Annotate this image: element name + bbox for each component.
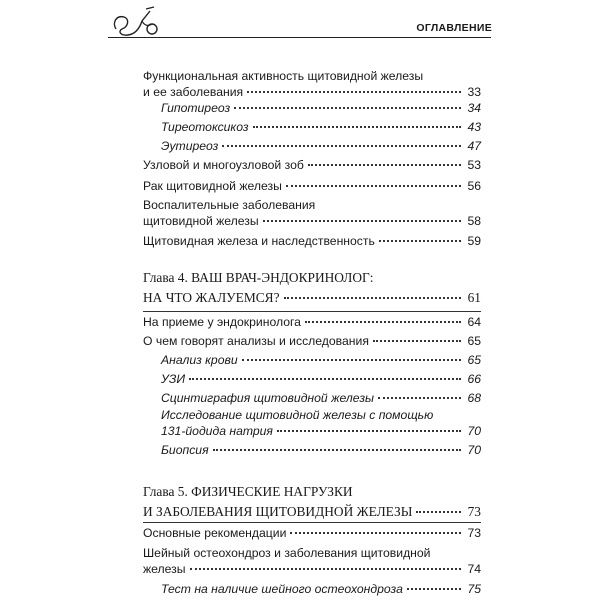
leader-dots <box>190 568 462 570</box>
toc-page-number: 66 <box>467 372 481 386</box>
toc-entry[interactable] <box>161 119 481 135</box>
leader-dots <box>263 220 461 222</box>
toc-entry[interactable] <box>161 390 481 406</box>
toc-entry-label: Основные рекомендации <box>143 526 287 540</box>
leader-dots <box>222 145 461 147</box>
leader-dots <box>378 397 461 399</box>
toc-entry-label: Рак щитовидной железы <box>143 179 282 193</box>
toc-entry[interactable] <box>161 442 481 458</box>
leader-dots <box>242 359 461 361</box>
toc-page-number: 34 <box>467 101 481 115</box>
toc-entry-label: Тиреотоксикоз <box>161 120 249 134</box>
toc-page-number: 53 <box>467 158 481 172</box>
toc-page-number: 64 <box>467 315 481 329</box>
toc-entry-label: Исследование щитовидной железы с помощью <box>161 408 434 422</box>
toc-entry[interactable] <box>143 157 481 173</box>
toc-entry-label: 131-йодида натрия <box>161 424 273 438</box>
stethoscope-logo-icon <box>110 3 166 39</box>
leader-dots <box>290 532 461 534</box>
toc-page-number: 56 <box>467 179 481 193</box>
toc-entry[interactable] <box>161 581 481 597</box>
leader-dots <box>284 297 461 299</box>
toc-entry[interactable] <box>143 333 481 349</box>
toc-page-number: 59 <box>467 234 481 248</box>
toc-entry[interactable] <box>143 545 481 577</box>
toc-entry-label: Биопсия <box>161 443 209 457</box>
toc-entry-label: Гипотиреоз <box>161 101 231 115</box>
toc-entry-label: Узловой и многоузловой зоб <box>143 158 304 172</box>
toc-entry-label: Тест на наличие шейного остеохондроза <box>161 582 403 596</box>
toc-entry[interactable] <box>143 178 481 194</box>
toc-entry-label: О чем говорят анализы и исследования <box>143 334 369 348</box>
chapter-title: Глава 4. ВАШ ВРАЧ-ЭНДОКРИНОЛОГ: <box>143 270 374 285</box>
chapter-title: Глава 5. ФИЗИЧЕСКИЕ НАГРУЗКИ <box>143 484 353 499</box>
chapter-heading[interactable] <box>143 482 481 522</box>
toc-entry-label: и ее заболевания <box>143 85 244 99</box>
toc-page-number: 61 <box>467 290 481 305</box>
header-rule <box>108 37 491 38</box>
toc-page-number: 65 <box>467 353 481 367</box>
leader-dots <box>253 126 462 128</box>
toc-page-number: 73 <box>467 526 481 540</box>
toc-entry[interactable] <box>143 525 481 541</box>
toc-entry[interactable] <box>143 197 481 229</box>
chapter-title: НА ЧТО ЖАЛУЕМСЯ? <box>143 290 280 305</box>
leader-dots <box>308 164 461 166</box>
leader-dots <box>407 588 461 590</box>
leader-dots <box>305 321 461 323</box>
toc-entry[interactable] <box>161 352 481 368</box>
leader-dots <box>213 449 461 451</box>
leader-dots <box>379 240 461 242</box>
toc-entry[interactable] <box>161 138 481 154</box>
leader-dots <box>189 378 461 380</box>
chapter-rule <box>143 311 481 312</box>
toc-entry-label: Анализ крови <box>161 353 238 367</box>
toc-entry[interactable] <box>161 100 481 116</box>
toc-page-number: 68 <box>467 391 481 405</box>
toc-entry[interactable] <box>161 371 481 387</box>
toc-entry-label: щитовидной железы <box>143 214 259 228</box>
toc-page-number: 65 <box>467 334 481 348</box>
toc-entry[interactable] <box>143 314 481 330</box>
toc-entry[interactable] <box>161 407 481 439</box>
leader-dots <box>247 91 461 93</box>
toc-page-number: 74 <box>467 562 481 576</box>
leader-dots <box>277 430 461 432</box>
toc-page-number: 70 <box>467 424 481 438</box>
toc-entry[interactable] <box>143 233 481 249</box>
toc-entry-label: железы <box>143 562 186 576</box>
toc-entry-label: Щитовидная железа и наследственность <box>143 234 375 248</box>
leader-dots <box>373 340 461 342</box>
toc-page-number: 33 <box>467 85 481 99</box>
leader-dots <box>286 185 461 187</box>
toc-entry-label: Сцинтиграфия щитовидной железы <box>161 391 374 405</box>
section-header-title: ОГЛАВЛЕНИЕ <box>416 22 492 34</box>
toc-page-number: 47 <box>467 139 481 153</box>
chapter-rule <box>143 522 481 523</box>
toc-entry-label: Шейный остеохондроз и заболевания щитовидной <box>143 546 431 560</box>
chapter-heading[interactable] <box>143 268 481 308</box>
toc-page-number: 73 <box>467 504 481 519</box>
toc-entry-label: УЗИ <box>161 372 186 386</box>
toc-page-number: 75 <box>467 582 481 596</box>
toc-entry-label: На приеме у эндокринолога <box>143 315 301 329</box>
toc-entry-label: Эутиреоз <box>161 139 219 153</box>
toc-page-number: 70 <box>467 443 481 457</box>
toc-entry-label: Воспалительные заболевания <box>143 198 316 212</box>
toc-entry[interactable] <box>143 68 481 100</box>
toc-entry-label: Функциональная активность щитовидной железы <box>143 69 424 83</box>
toc-page-number: 58 <box>467 214 481 228</box>
chapter-title: И ЗАБОЛЕВАНИЯ ЩИТОВИДНОЙ ЖЕЛЕЗЫ <box>143 504 413 519</box>
leader-dots <box>416 511 461 513</box>
leader-dots <box>234 107 461 109</box>
toc-page-number: 43 <box>467 120 481 134</box>
